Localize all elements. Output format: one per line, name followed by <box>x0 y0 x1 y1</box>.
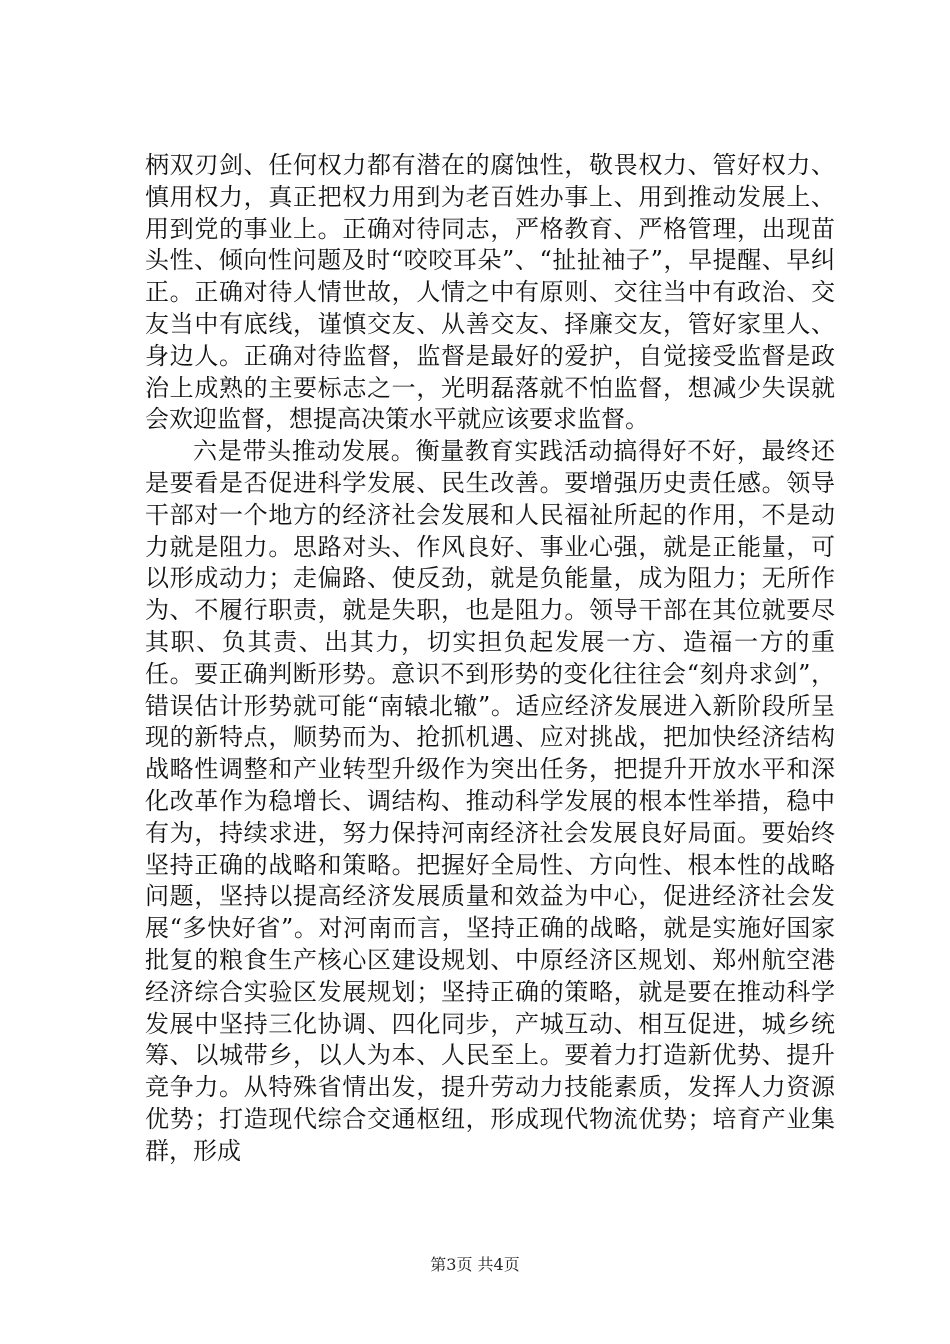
document-body <box>145 150 835 1168</box>
paragraph-continuation: 柄双刃剑、任何权力都有潜在的腐蚀性，敬畏权力、管好权力、慎用权力，真正把权力用到为老百姓办事上、用到推动发展上、用到党的事业上。正确对待同志，严格教育、严格管理，出现苗头性、倾向性问题及时“咬咬耳朵”、“扯扯袖子”，早提醒、早纠正。正确对待人情世故，人情之中有原则、交往当中有政治、交友当中有底线，谨慎交友、从善交友、择廉交友，管好家里人、身边人。正确对待监督，监督是最好的爱护，自觉接受监督是政治上成熟的主要标志之一，光明磊落就不怕监督，想减少失误就会欢迎监督，想提高决策水平就应该要求监督。 <box>145 151 835 434</box>
paragraph-section-six: 六是带头推动发展。衡量教育实践活动搞得好不好，最终还是要看是否促进科学发展、民生改善。要增强历史责任感。领导干部对一个地方的经济社会发展和人民福祉所起的作用，不是动力就是阻力。思路对头、作风良好、事业心强，就是正能量，可以形成动力；走偏路、使反劲，就是负能量，成为阻力；无所作为、不履行职责，就是失职，也是阻力。领导干部在其位就要尽其职、负其责、出其力，切实担负起发展一方、造福一方的重任。要正确判断形势。意识不到形势的变化往往会“刻舟求剑”，错误估计形势就可能“南辕北辙”。适应经济发展进入新阶段所呈现的新特点，顺势而为、抢抓机遇、应对挑战，把加快经济结构战略性调整和产业转型升级作为突出任务，把提升开放水平和深化改革作为稳增长、调结构、推动科学发展的根本性举措，稳中有为，持续求进，努力保持河南经济社会发展良好局面。要始终坚持正确的战略和策略。把握好全局性、方向性、根本性的战略问题，坚持以提高经济发展质量和效益为中心，促进经济社会发展“多快好省”。对河南而言，坚持正确的战略，就是实施好国家批复的粮食生产核心区建设规划、中原经济区规划、郑州航空港经济综合实验区发展规划；坚持正确的策略，就是要在推动科学发展中坚持三化协调、四化同步，产城互动、相互促进，城乡统筹、以城带乡，以人为本、人民至上。要着力打造新优势、提升竞争力。从特殊省情出发，提升劳动力技能素质，发挥人力资源优势；打造现代综合交通枢纽，形成现代物流优势；培育产业集群，形成 <box>145 437 835 1165</box>
page-number-label: 第3页 共4页 <box>430 1255 520 1274</box>
page-footer <box>0 1255 950 1275</box>
